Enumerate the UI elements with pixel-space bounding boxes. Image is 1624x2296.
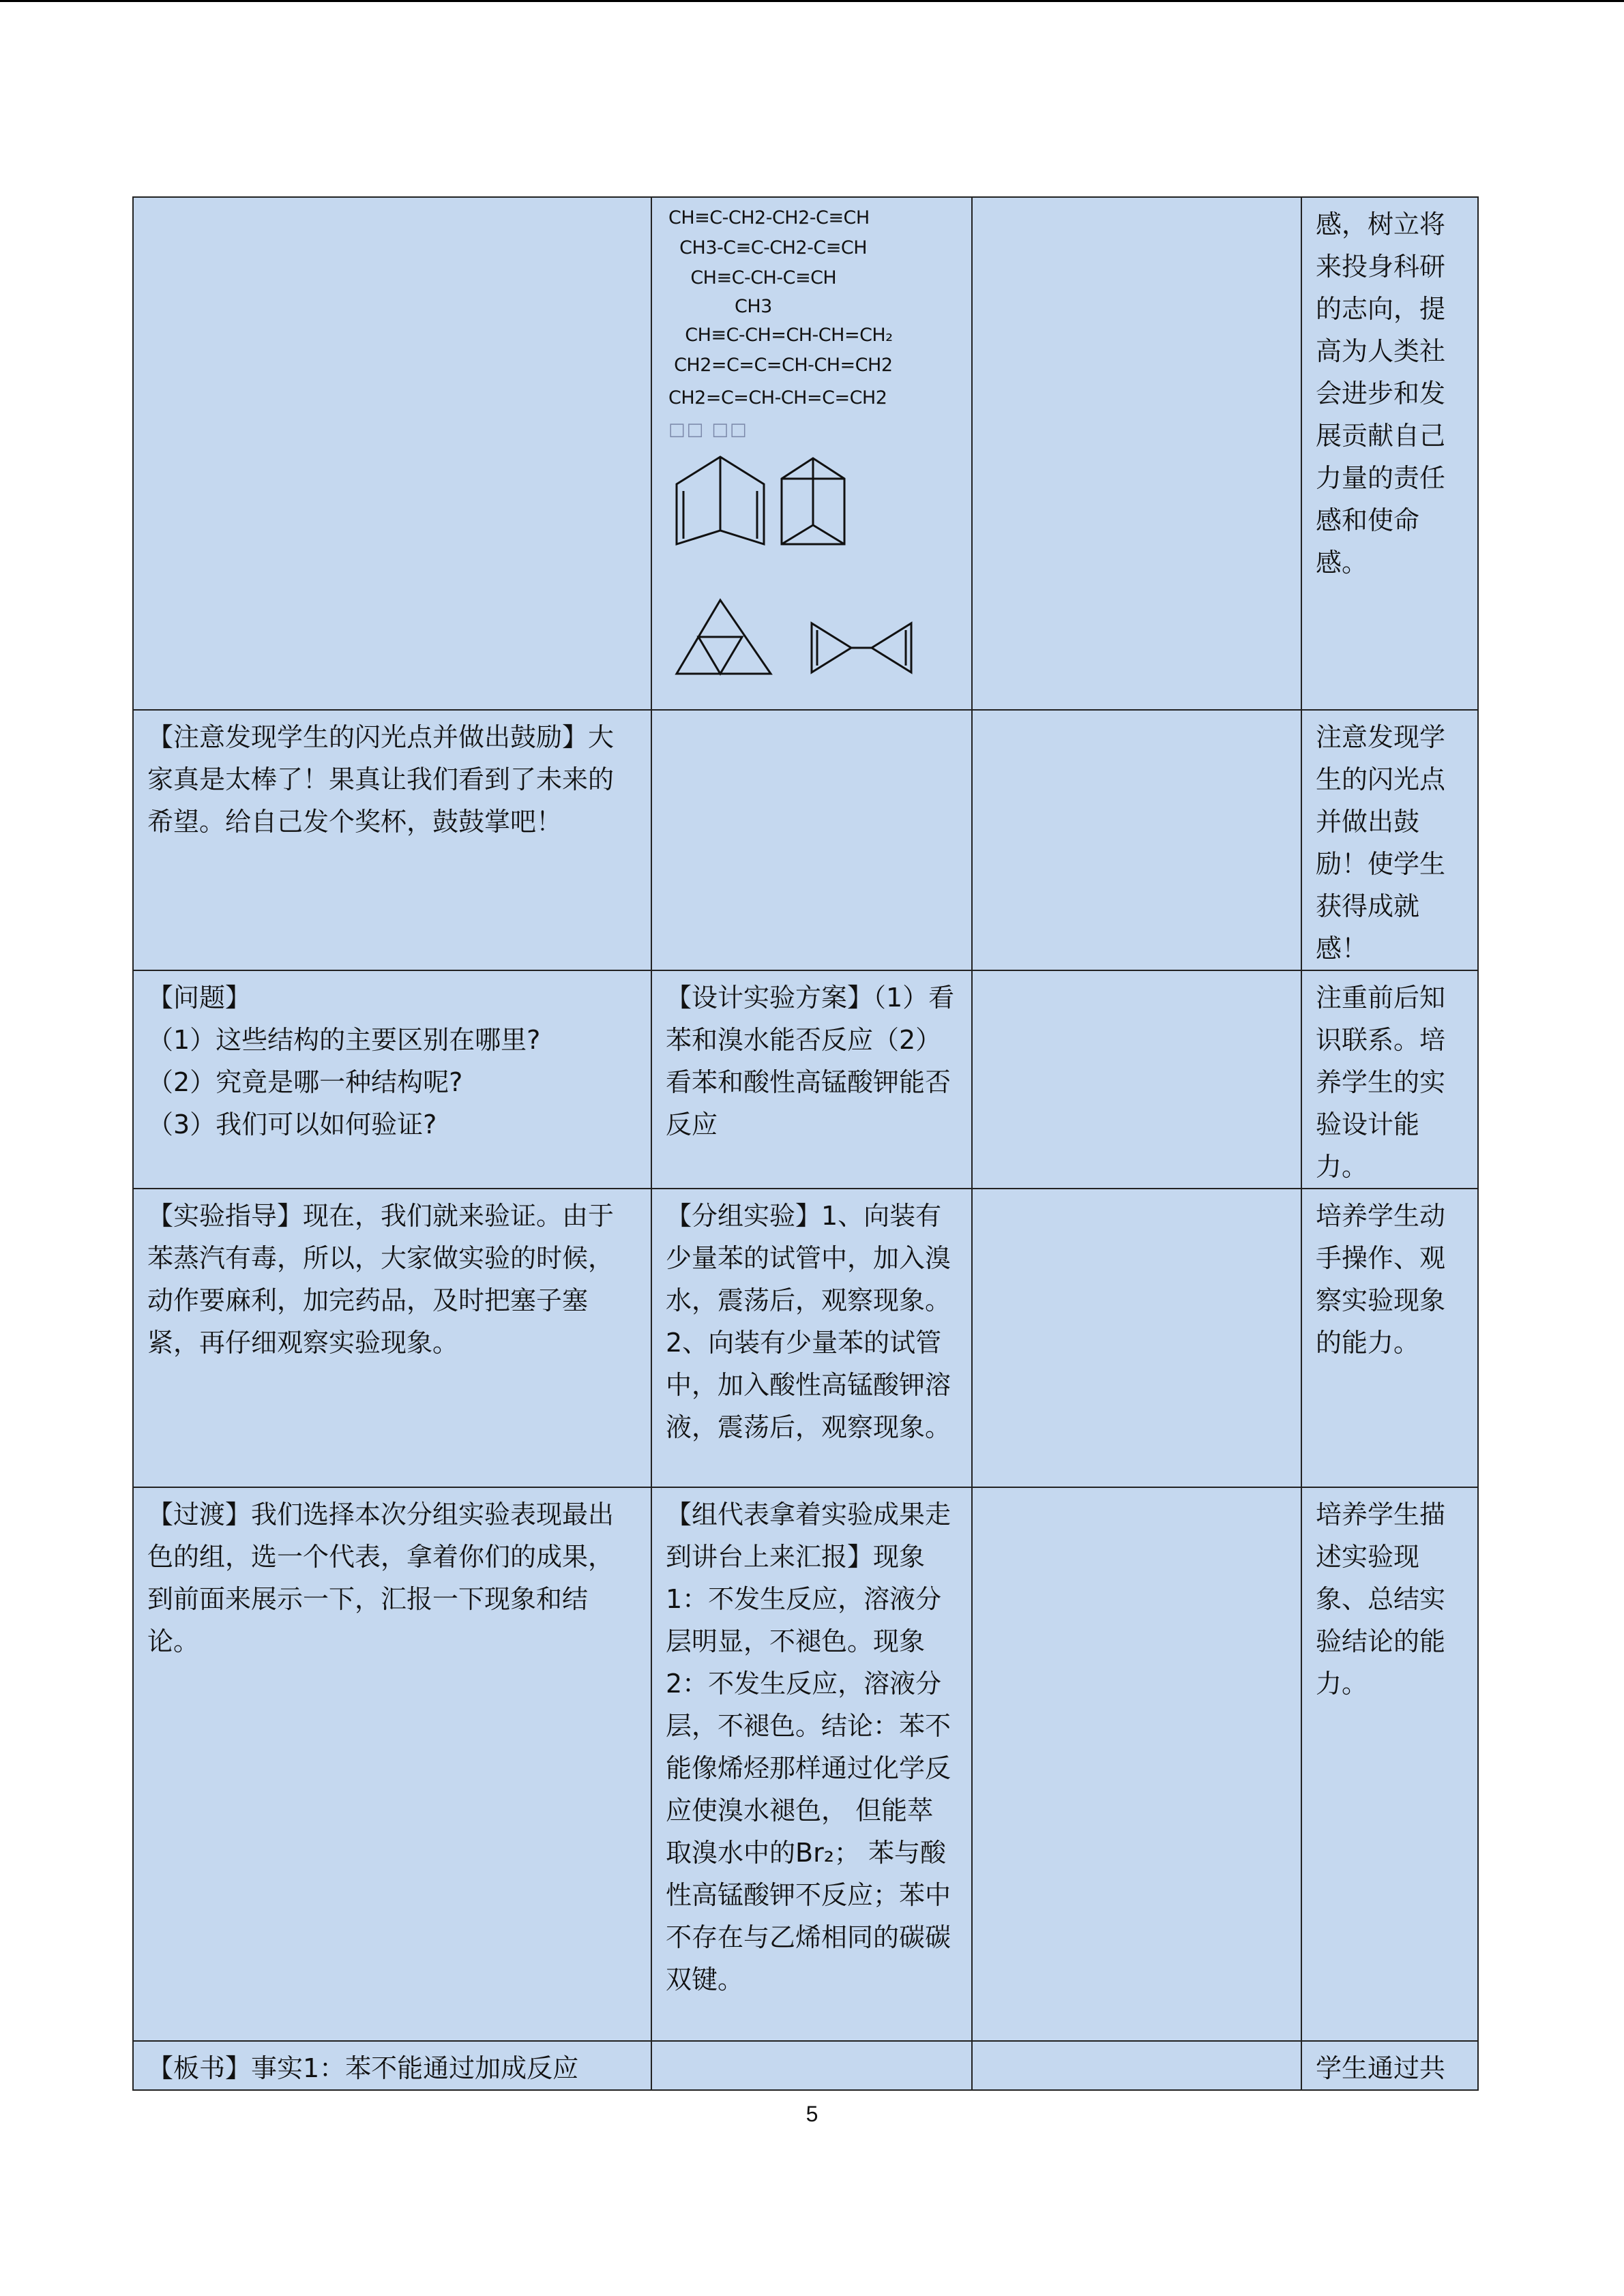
page-number: 5 — [806, 2102, 818, 2126]
student-activity-cell — [651, 710, 972, 970]
middle-column-cell — [972, 2041, 1301, 2090]
design-intent-cell — [1301, 1189, 1478, 1487]
student-activity-text: 【设计实验方案】（1）看苯和溴水能否反应（2）看苯和酸性高锰酸钾能否反应 — [666, 983, 955, 1139]
formula-list — [668, 203, 964, 443]
question-item: （2）究竟是哪一种结构呢? — [147, 1067, 463, 1097]
middle-column-cell — [972, 970, 1301, 1189]
question-item: （1）这些结构的主要区别在哪里? — [147, 1025, 541, 1055]
top-border-line — [0, 0, 1624, 2]
table-row — [133, 710, 1478, 970]
design-intent-text: 培养学生动手操作、观察实验现象的能力。 — [1316, 1201, 1446, 1358]
student-activity-cell — [651, 1189, 972, 1487]
student-activity-cell — [651, 197, 972, 710]
structural-formula: CH3 — [668, 296, 772, 317]
design-intent-text: 感，树立将来投身科研的志向，提高为人类社会进步和发展贡献自己力量的责任感和使命感。 — [1316, 209, 1446, 578]
design-intent-cell — [1301, 970, 1478, 1189]
student-activity-cell — [651, 2041, 972, 2090]
student-activity-cell — [651, 970, 972, 1189]
teacher-activity-text: 【过渡】我们选择本次分组实验表现最出色的组，选一个代表，拿着你们的成果，到前面来展示一下，汇报一下现象和结论。 — [147, 1500, 615, 1656]
middle-column-cell — [972, 1189, 1301, 1487]
middle-column-cell — [972, 197, 1301, 710]
design-intent-text: 学生通过共 — [1316, 2053, 1446, 2083]
table-row — [133, 1487, 1478, 2041]
bicyclopropenyl-structure — [812, 623, 911, 672]
teacher-activity-cell — [133, 197, 651, 710]
dewar-benzene-structure — [677, 457, 764, 544]
table-row — [133, 2041, 1478, 2090]
design-intent-cell — [1301, 197, 1478, 710]
design-intent-cell — [1301, 710, 1478, 970]
structural-formula: CH≡C-CH-C≡CH — [668, 267, 837, 288]
student-activity-cell — [651, 1487, 972, 2041]
structural-formula: CH2=C=CH-CH=C=CH2 — [668, 387, 887, 408]
design-intent-cell — [1301, 1487, 1478, 2041]
prismane-structure — [782, 458, 844, 544]
question-item: （3）我们可以如何验证? — [147, 1109, 437, 1139]
structural-formula: CH≡C-CH=CH-CH=CH₂ — [668, 325, 893, 346]
teacher-activity-cell — [133, 970, 651, 1189]
design-intent-text: 注意发现学生的闪光点并做出鼓励！使学生获得成就感！ — [1316, 722, 1446, 964]
table-row — [133, 197, 1478, 710]
middle-column-cell — [972, 710, 1301, 970]
lesson-plan-table — [132, 196, 1479, 2091]
middle-column-cell — [972, 1487, 1301, 2041]
structural-formula: CH2=C=C=CH-CH=CH2 — [668, 355, 893, 376]
tetrahedral-benzene-structure — [677, 600, 771, 674]
structural-formula: CH≡C-CH2-CH2-C≡CH — [668, 207, 870, 228]
student-activity-text: 【分组实验】1、向装有少量苯的试管中，加入溴水，震荡后，观察现象。2、向装有少量苯的试管中，加入酸性高锰酸钾溶液，震荡后，观察现象。 — [666, 1201, 951, 1442]
table-row — [133, 970, 1478, 1189]
board-writing-text: 【板书】事实1：苯不能通过加成反应 — [147, 2053, 579, 2083]
question-heading: 【问题】 — [147, 983, 252, 1013]
design-intent-cell — [1301, 2041, 1478, 2090]
missing-glyph-boxes: □□ □□ — [668, 419, 748, 440]
structural-formula: CH3-C≡C-CH2-C≡CH — [668, 237, 868, 258]
teacher-activity-cell — [133, 1189, 651, 1487]
teacher-activity-cell — [133, 1487, 651, 2041]
table-row — [133, 1189, 1478, 1487]
design-intent-text: 注重前后知识联系。培养学生的实验设计能力。 — [1316, 983, 1446, 1182]
teacher-activity-text: 【实验指导】现在，我们就来验证。由于苯蒸汽有毒，所以，大家做实验的时候，动作要麻利，加完药品，及时把塞子塞紧，再仔细观察实验现象。 — [147, 1201, 615, 1358]
teacher-activity-text: 【注意发现学生的闪光点并做出鼓励】大家真是太棒了！果真让我们看到了未来的希望。给自己发个奖杯，鼓鼓掌吧！ — [147, 722, 615, 837]
teacher-activity-cell — [133, 2041, 651, 2090]
student-activity-text: 【组代表拿着实验成果走到讲台上来汇报】现象1：不发生反应，溶液分层明显，不褪色。现象2：不发生反应，溶液分层，不褪色。结论：苯不能像烯烃那样通过化学反应使溴水褪色， 但能萃取溴水中的Br₂； 苯与酸性高锰酸钾不反应；苯中不存在与乙烯相同的碳碳双键。 — [666, 1500, 951, 1995]
teacher-activity-cell — [133, 710, 651, 970]
design-intent-text: 培养学生描述实验现象、总结实验结论的能力。 — [1316, 1500, 1446, 1699]
benzene-structure-diagrams — [668, 443, 955, 689]
